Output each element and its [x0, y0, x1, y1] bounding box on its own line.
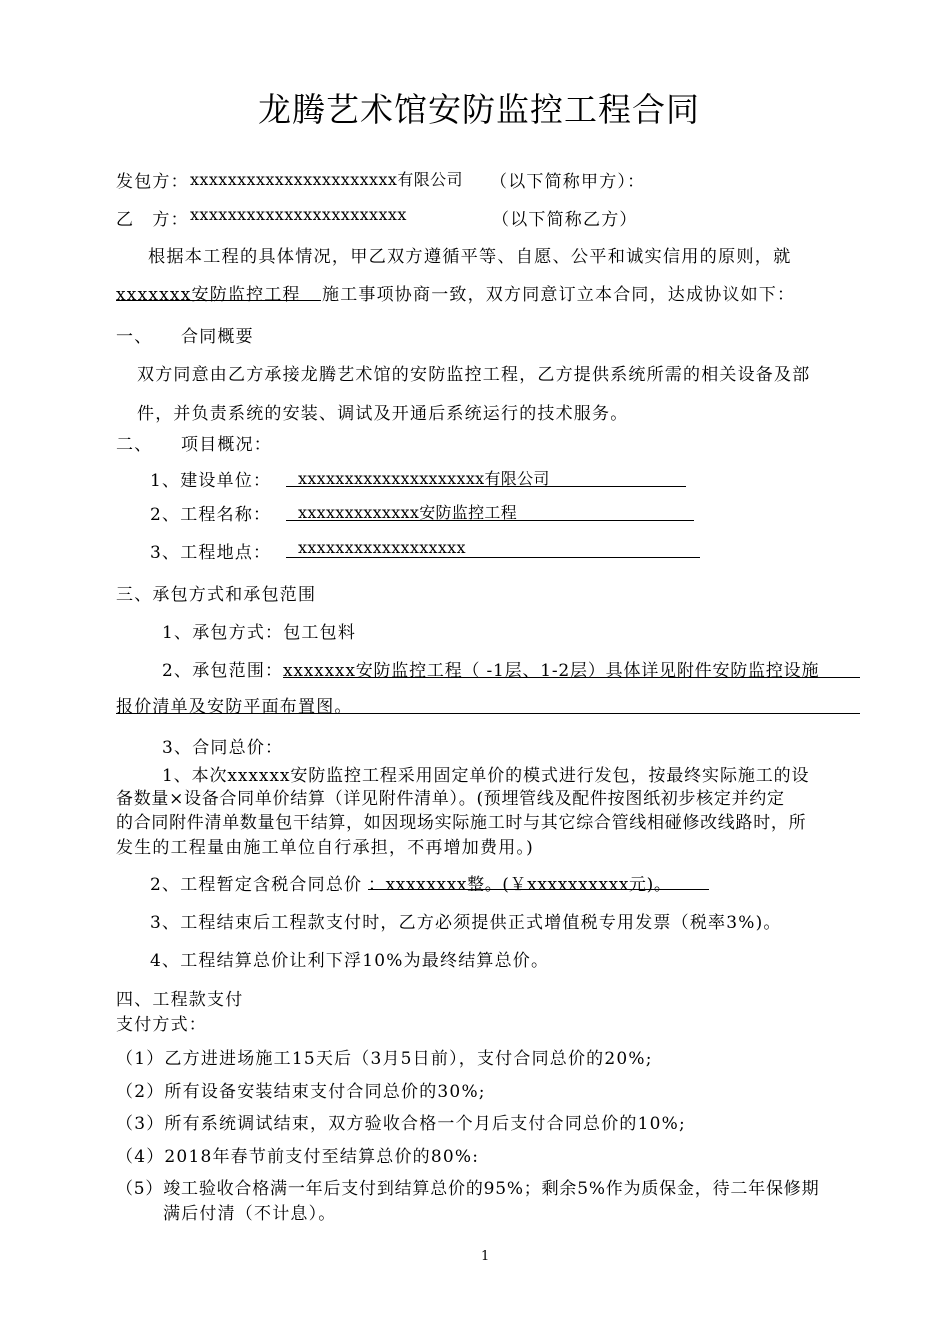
party-b-label: 乙 方：: [116, 210, 189, 230]
scope-underline-1: [283, 677, 860, 678]
section-3-heading: 三、承包方式和承包范围: [116, 585, 317, 605]
price-paragraph-line: 发生的工程量由施工单位自行承担，不再增加费用。): [116, 838, 534, 858]
section-1-line-2: 件，并负责系统的安装、调试及开通后系统运行的技术服务。: [137, 404, 629, 424]
page-number: 1: [481, 1249, 491, 1264]
party-b-note: （以下简称乙方）: [492, 210, 638, 230]
project-item-underline: [286, 520, 694, 521]
section-1-line-1: 双方同意由乙方承接龙腾艺术馆的安防监控工程，乙方提供系统所需的相关设备及部: [137, 365, 811, 385]
price-item-3: 3、工程结束后工程款支付时，乙方必须提供正式增值税专用发票（税率3%)。: [150, 913, 782, 933]
intro-project: xxxxxxx安防监控工程: [116, 285, 301, 305]
section-2-number: 二、: [116, 435, 153, 455]
payment-item-5-line-2: 满后付清（不计息）。: [163, 1204, 337, 1224]
project-item-label: 1、建设单位：: [150, 471, 272, 491]
price-paragraph-line: 备数量×设备合同单价结算（详见附件清单）。(预埋管线及配件按图纸初步核定并约定: [116, 789, 785, 809]
contract-scope-line-1: xxxxxxx安防监控工程（ -1层、1-2层）具体详见附件安防监控设施: [283, 661, 820, 681]
price-item-2-underline: [368, 889, 709, 890]
price-item-2-label: 2、工程暂定含税合同总价: [150, 875, 363, 895]
project-item-value: xxxxxxxxxxxxxxxxxx: [298, 538, 466, 557]
payment-item-5-line-1: （5）竣工验收合格满一年后支付到结算总价的95%；剩余5%作为质保金，待二年保修期: [116, 1179, 820, 1199]
party-b-value: xxxxxxxxxxxxxxxxxxxxxxx: [190, 205, 407, 224]
price-paragraph-line: 的合同附件清单数量包干结算，如因现场实际施工时与其它综合管线相碰修改线路时，所: [116, 813, 807, 833]
price-item-4: 4、工程结算总价让利下浮10%为最终结算总价。: [150, 951, 550, 971]
payment-method-label: 支付方式：: [116, 1015, 207, 1035]
project-item-underline: [286, 486, 686, 487]
section-2-heading: 项目概况：: [181, 435, 272, 455]
project-item-label: 2、工程名称：: [150, 505, 272, 525]
scope-underline-2: [116, 713, 860, 714]
project-item-value: xxxxxxxxxxxxxxxxxxxx有限公司: [298, 469, 550, 488]
price-paragraph-line: 1、本次xxxxxx安防监控工程采用固定单价的模式进行发包，按最终实际施工的设: [162, 766, 810, 786]
payment-item: （2）所有设备安装结束支付合同总价的30%;: [116, 1082, 486, 1102]
party-a-label: 发包方：: [116, 172, 189, 192]
payment-item: （3）所有系统调试结束，双方验收合格一个月后支付合同总价的10%;: [116, 1114, 686, 1134]
payment-item: （4）2018年春节前支付至结算总价的80%:: [116, 1147, 480, 1167]
intro-project-underline: [116, 300, 321, 301]
project-item-underline: [286, 557, 700, 558]
party-a-value: xxxxxxxxxxxxxxxxxxxxxx有限公司: [190, 170, 463, 189]
contract-scope-line-2: 报价清单及安防平面布置图。: [116, 697, 353, 717]
party-a-note: （以下简称甲方）：: [490, 172, 646, 192]
contract-mode: 1、承包方式：包工包料: [162, 623, 357, 643]
payment-item: （1）乙方进进场施工15天后（3月5日前），支付合同总价的20%;: [116, 1049, 653, 1069]
intro-line-1: 根据本工程的具体情况，甲乙双方遵循平等、自愿、公平和诚实信用的原则，就: [148, 247, 792, 267]
project-item-label: 3、工程地点：: [150, 543, 272, 563]
intro-line-2: 施工事项协商一致，双方同意订立本合同，达成协议如下：: [322, 285, 796, 305]
section-1-number: 一、: [116, 327, 153, 347]
document-title: 龙腾艺术馆安防监控工程合同: [258, 90, 700, 129]
project-item-value: xxxxxxxxxxxxx安防监控工程: [298, 503, 518, 522]
contract-scope-label: 2、承包范围：: [162, 661, 284, 681]
section-1-heading: 合同概要: [181, 327, 254, 347]
price-item-2-value: ：xxxxxxxx整。(￥xxxxxxxxxx元)。: [368, 875, 672, 895]
contract-price-heading: 3、合同总价：: [162, 738, 284, 758]
section-4-heading: 四、工程款支付: [116, 990, 244, 1010]
